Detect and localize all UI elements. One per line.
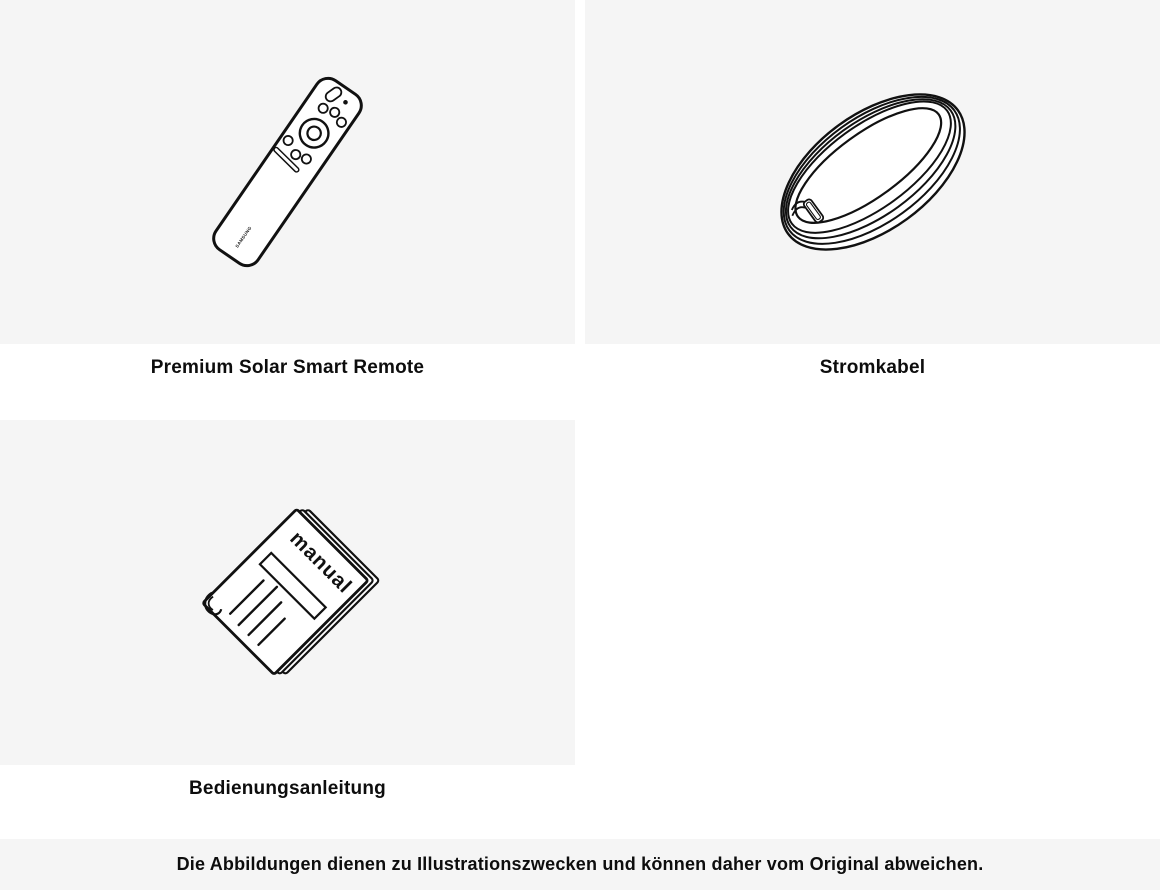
disclaimer-bar [0,839,1160,890]
disclaimer-text: Die Abbildungen dienen zu Illustrationszwecken und können daher vom Original abweichen. [176,854,984,874]
manual-tile [0,420,575,765]
remote-control-icon [0,0,575,344]
cable-tile [585,0,1160,344]
empty-grid-cell [585,420,1160,839]
user-manual-icon [0,420,575,765]
cable-label: Stromkabel [819,357,926,378]
remote-label: Premium Solar Smart Remote [150,357,425,378]
manual-cover-text: manual [285,526,357,599]
accessory-item-manual [0,420,575,839]
remote-tile [0,0,575,344]
accessory-item-cable [585,0,1160,420]
remote-body [208,73,366,271]
manual-label: Bedienungsanleitung [189,778,386,799]
power-cable-icon [585,0,1160,344]
accessory-item-remote [0,0,575,420]
samsung-logo-text: SAMSUNG [234,225,253,249]
